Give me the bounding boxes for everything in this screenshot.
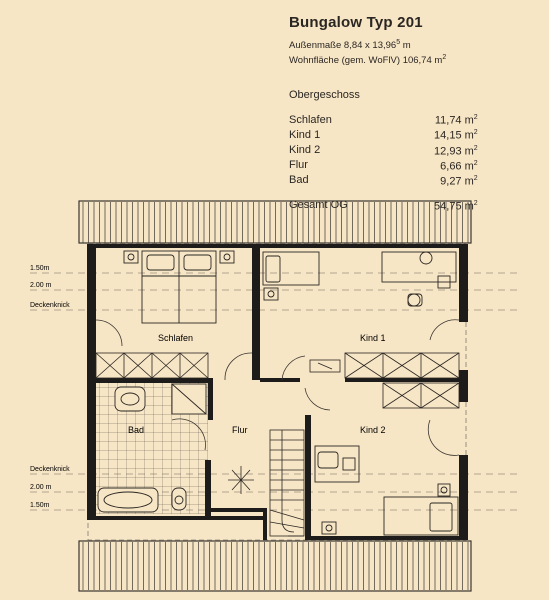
room-label-kind2: Kind 2: [360, 425, 386, 435]
roof-top: [79, 201, 471, 243]
floor-name: Obergeschoss: [289, 89, 360, 102]
room-area: 14,15 $m^2$: [434, 129, 478, 143]
room-area: 6,66 $m^2$: [440, 159, 478, 173]
kind2-furniture: [315, 446, 458, 535]
height-label: Deckenknick: [30, 466, 70, 473]
outer-dimensions: Außenmaße 8,84 x 13,96$^5$ m: [289, 39, 411, 52]
room-label-flur: Flur: [232, 425, 248, 435]
room-label-schlafen: Schlafen: [158, 333, 194, 343]
room-label-kind1: Kind 1: [360, 333, 386, 343]
room-label-bad: Bad: [128, 425, 145, 435]
living-area: Wohnfläche (gem. WoFlV) 106,74 $m^2$: [289, 54, 447, 67]
room-area: 11,74 $m^2$: [434, 114, 478, 127]
double-bed: [124, 251, 234, 323]
room-name: Bad: [289, 174, 309, 187]
room-name: Flur: [289, 159, 308, 172]
total-name: Gesamt OG: [289, 199, 348, 212]
room-name: Kind 2: [289, 143, 321, 156]
height-label: 2.00 m: [30, 282, 52, 289]
height-label: Deckenknick: [30, 302, 70, 309]
staircase: [270, 430, 304, 536]
height-label: 2.00 m: [30, 484, 52, 491]
plan-title: Bungalow Typ 201: [289, 14, 423, 31]
room-area: 9,27 $m^2$: [440, 174, 478, 188]
room-name: Schlafen: [289, 113, 332, 126]
height-label: 1.50m: [30, 502, 50, 509]
roof-bottom: [79, 541, 471, 591]
height-label: 1.50m: [30, 265, 50, 272]
total-area: 54,75 $m^2$: [434, 200, 478, 213]
room-name: Kind 1: [289, 128, 321, 141]
kind1-furniture: [263, 252, 456, 306]
room-area: 12,93 $m^2$: [434, 144, 478, 158]
